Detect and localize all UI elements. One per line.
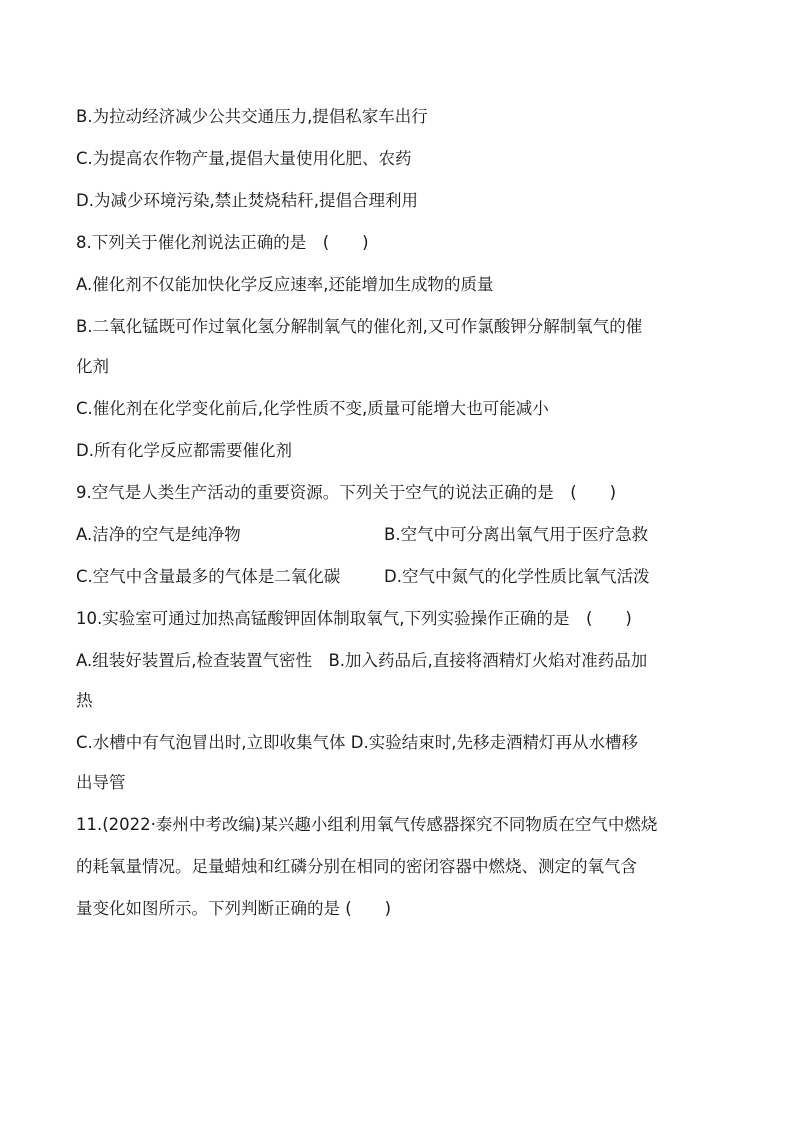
q8-option-b-cont: 化剂 xyxy=(76,357,109,376)
q10-options-cd: C.水槽中有气泡冒出时,立即收集气体 D.实验结束时,先移走酒精灯再从水槽移 xyxy=(76,733,638,752)
q8-option-b: B.二氧化锰既可作过氧化氢分解制氧气的催化剂,又可作氯酸钾分解制氧气的催 xyxy=(76,317,643,336)
q9-option-b: B.空气中可分离出氧气用于医疗急救 xyxy=(384,525,649,544)
q9-option-d: D.空气中氮气的化学性质比氧气活泼 xyxy=(384,567,650,586)
q8-option-d: D.所有化学反应都需要催化剂 xyxy=(76,441,292,460)
q8-stem: 8.下列关于催化剂说法正确的是 ( ) xyxy=(76,233,369,252)
q7-option-b: B.为拉动经济减少公共交通压力,提倡私家车出行 xyxy=(76,107,428,126)
q9-option-a: A.洁净的空气是纯净物 xyxy=(76,525,241,544)
q11-stem-line2: 的耗氧量情况。足量蜡烛和红磷分别在相同的密闭容器中燃烧、测定的氧气含 xyxy=(76,857,637,876)
q7-option-c: C.为提高农作物产量,提倡大量使用化肥、农药 xyxy=(76,149,412,168)
q10-options-ab-cont: 热 xyxy=(76,691,93,710)
q7-option-d: D.为减少环境污染,禁止焚烧秸秆,提倡合理利用 xyxy=(76,191,418,210)
q11-stem-line3: 量变化如图所示。下列判断正确的是 ( ) xyxy=(76,899,392,918)
q10-stem: 10.实验室可通过加热高锰酸钾固体制取氧气,下列实验操作正确的是 ( ) xyxy=(76,609,632,628)
q8-option-a: A.催化剂不仅能加快化学反应速率,还能增加生成物的质量 xyxy=(76,275,494,294)
q9-stem: 9.空气是人类生产活动的重要资源。下列关于空气的说法正确的是 ( ) xyxy=(76,483,617,502)
q11-stem-line1: 11.(2022·泰州中考改编)某兴趣小组利用氧气传感器探究不同物质在空气中燃烧 xyxy=(76,815,658,834)
q9-option-c: C.空气中含量最多的气体是二氧化碳 xyxy=(76,567,341,586)
q10-options-ab: A.组装好装置后,检查装置气密性 B.加入药品后,直接将酒精灯火焰对准药品加 xyxy=(76,651,648,670)
q8-option-c: C.催化剂在化学变化前后,化学性质不变,质量可能增大也可能减小 xyxy=(76,399,549,418)
q10-options-cd-cont: 出导管 xyxy=(76,773,126,792)
